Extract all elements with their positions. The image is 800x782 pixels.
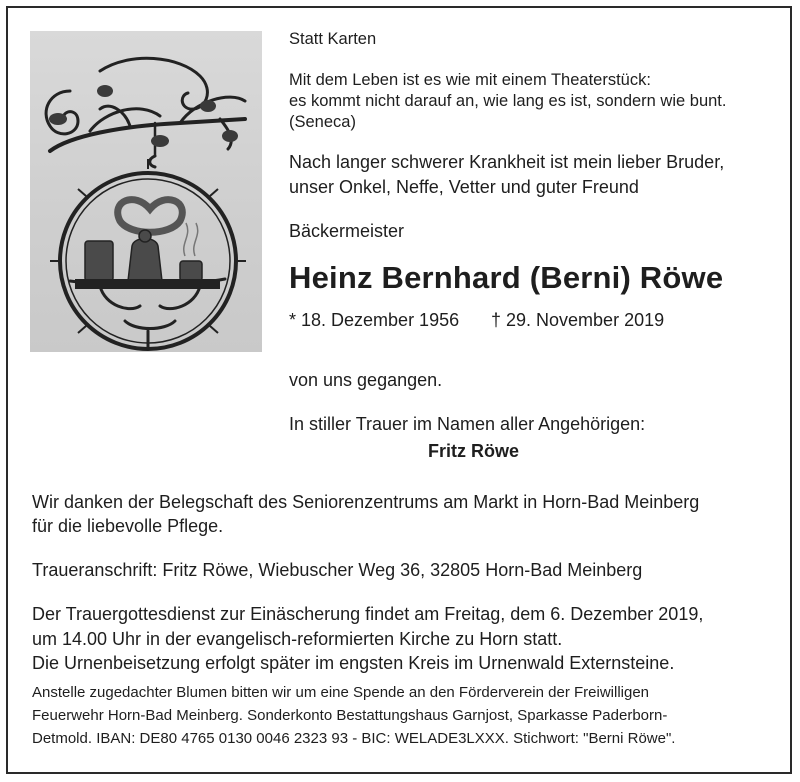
quote-line: Mit dem Leben ist es wie mit einem Theaterstück:	[289, 71, 651, 89]
intro-line: Nach langer schwerer Krankheit ist mein lieber Bruder,	[289, 152, 725, 172]
service-line: Die Urnenbeisetzung erfolgt später im engsten Kreis im Urnenwald Externsteine.	[32, 653, 675, 673]
service-line: Der Trauergottesdienst zur Einäscherung findet am Freitag, dem 6. Dezember 2019,	[32, 604, 704, 624]
service-line: um 14.00 Uhr in der evangelisch-reformierten Kirche zu Horn statt.	[32, 629, 563, 649]
passed-line: von uns gegangen.	[289, 370, 443, 390]
wrought-iron-sign-illustration	[30, 31, 262, 352]
thanks-line: Wir danken der Belegschaft des Seniorenzentrums am Markt in Horn-Bad Meinberg	[32, 492, 700, 512]
death-date: † 29. November 2019	[491, 310, 665, 330]
donation-line: Anstelle zugedachter Blumen bitten wir um eine Spende an den Förderverein der Freiwilligen	[32, 684, 650, 701]
quote-line: es kommt nicht darauf an, wie lang es ist, sondern wie bunt.	[289, 92, 727, 110]
quote-author: (Seneca)	[289, 113, 356, 131]
donation-line: Detmold. IBAN: DE80 4765 0130 0046 2323 93 - BIC: WELADE3LXXX. Stichwort: "Berni Röwe".	[32, 730, 676, 747]
mourning-line: In stiller Trauer im Namen aller Angehörigen:	[289, 414, 646, 434]
donation-line: Feuerwehr Horn-Bad Meinberg. Sonderkonto Bestattungshaus Garnjost, Sparkasse Paderborn-	[32, 707, 668, 724]
intro-line: unser Onkel, Neffe, Vetter und guter Freund	[289, 177, 639, 197]
funeral-address: Traueranschrift: Fritz Röwe, Wiebuscher Weg 36, 32805 Horn-Bad Meinberg	[32, 560, 643, 580]
deceased-name: Heinz Bernhard (Berni) Röwe	[289, 260, 724, 295]
bakery-sign-image	[30, 31, 262, 352]
obituary-notice	[6, 6, 792, 774]
thanks-line: für die liebevolle Pflege.	[32, 516, 224, 536]
header-statt-karten: Statt Karten	[289, 30, 377, 48]
profession: Bäckermeister	[289, 221, 405, 241]
birth-date: * 18. Dezember 1956	[289, 310, 460, 330]
mourner-name: Fritz Röwe	[428, 441, 520, 461]
